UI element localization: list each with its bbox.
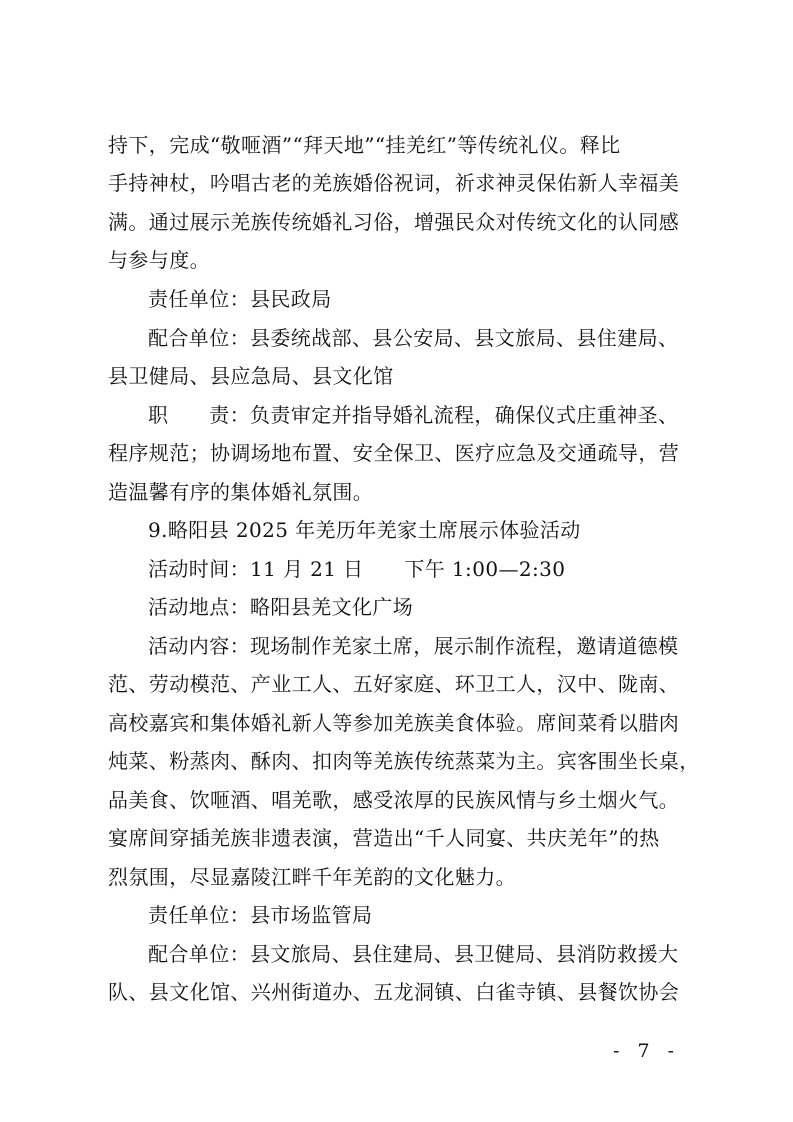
paragraph-line: 队、县文化馆、兴州街道办、五龙洞镇、白雀寺镇、县餐饮协会 xyxy=(108,980,680,1004)
paragraph-line: 烈氛围，尽显嘉陵江畔千年羌韵的文化魅力。 xyxy=(108,865,516,889)
duties: 职 责：负责审定并指导婚礼流程，确保仪式庄重神圣、 xyxy=(148,403,679,427)
cooperating-units: 配合单位：县委统战部、县公安局、县文旅局、县住建局、 xyxy=(148,326,679,350)
paragraph-line: 程序规范；协调场地布置、安全保卫、医疗应急及交通疏导，营 xyxy=(108,441,680,465)
paragraph-line: 高校嘉宾和集体婚礼新人等参加羌族美食体验。席间菜肴以腊肉 xyxy=(108,711,680,735)
paragraph-line: 持下，完成“敬咂酒”“拜天地”“挂羌红”等传统礼仪。释比 xyxy=(108,133,621,157)
activity-time: 活动时间：11 月 21 日 下午 1:00—2:30 xyxy=(148,557,566,581)
paragraph-line: 品美食、饮咂酒、唱羌歌，感受浓厚的民族风情与乡土烟火气。 xyxy=(108,788,680,812)
activity-content: 活动内容：现场制作羌家土席，展示制作流程，邀请道德模 xyxy=(148,634,679,658)
paragraph-line: 造温馨有序的集体婚礼氛围。 xyxy=(108,480,374,504)
page-number: - 7 - xyxy=(612,1040,680,1062)
responsible-unit: 责任单位：县民政局 xyxy=(148,287,332,311)
paragraph-line: 县卫健局、县应急局、县文化馆 xyxy=(108,364,394,388)
responsible-unit: 责任单位：县市场监管局 xyxy=(148,903,373,927)
section-heading: 9.略阳县 2025 年羌历年羌家土席展示体验活动 xyxy=(148,518,581,542)
paragraph-line: 满。通过展示羌族传统婚礼习俗，增强民众对传统文化的认同感 xyxy=(108,210,680,234)
paragraph-line: 炖菜、粉蒸肉、酥肉、扣肉等羌族传统蒸菜为主。宾客围坐长桌， xyxy=(108,749,700,773)
cooperating-units: 配合单位：县文旅局、县住建局、县卫健局、县消防救援大 xyxy=(148,942,679,966)
paragraph-line: 范、劳动模范、产业工人、五好家庭、环卫工人，汉中、陇南、 xyxy=(108,672,680,696)
paragraph-line: 与参与度。 xyxy=(108,248,210,272)
activity-location: 活动地点：略阳县羌文化广场 xyxy=(148,595,414,619)
paragraph-line: 手持神杖，吟唱古老的羌族婚俗祝词，祈求神灵保佑新人幸福美 xyxy=(108,171,680,195)
paragraph-line: 宴席间穿插羌族非遗表演，营造出“千人同宴、共庆羌年”的热 xyxy=(108,826,660,850)
